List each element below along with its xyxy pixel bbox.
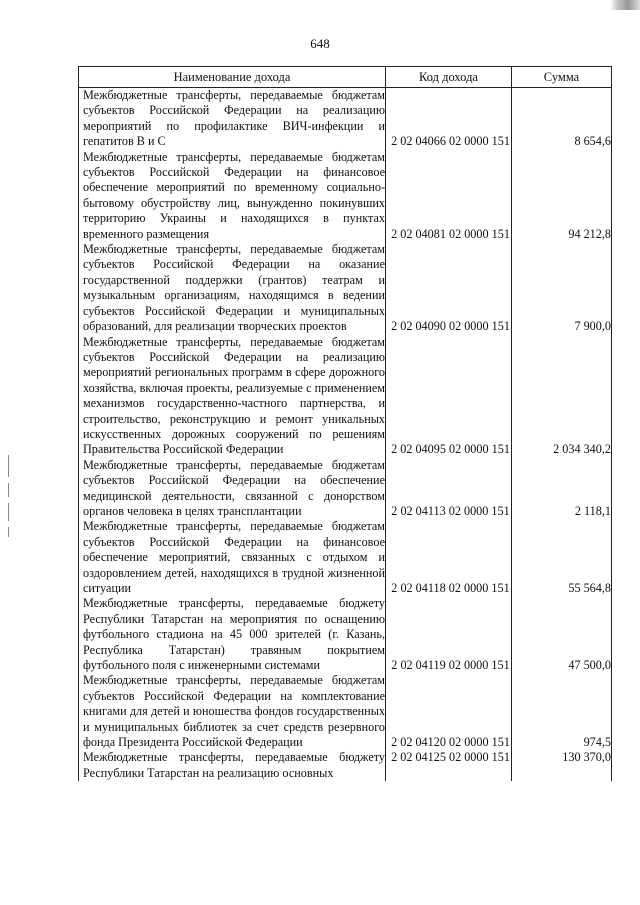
table-row	[79, 150, 612, 242]
income-amount: 130 370,0	[512, 750, 612, 781]
income-code: 2 02 04095 02 0000 151	[386, 335, 512, 458]
income-amount: 8 654,6	[512, 88, 612, 150]
income-amount: 2 034 340,2	[512, 335, 612, 458]
income-code: 2 02 04113 02 0000 151	[386, 458, 512, 520]
header-income-name: Наименование дохода	[79, 67, 386, 88]
income-code: 2 02 04090 02 0000 151	[386, 242, 512, 334]
table-row	[79, 673, 612, 750]
income-amount: 94 212,8	[512, 150, 612, 242]
income-name: Межбюджетные трансферты, передаваемые бюджетам субъектов Российской Федерации на оказание государственной поддержки (грантов) театрам и музыкальным организациям, находящимся в ведении субъектов Российской Федерации и муниципальных образований, для реализации творческих проектов	[79, 242, 386, 334]
table-row	[79, 242, 612, 334]
income-name: Межбюджетные трансферты, передаваемые бюджетам субъектов Российской Федерации на реализацию мероприятий по профилактике ВИЧ-инфекции и гепатитов В и С	[79, 88, 386, 150]
income-amount: 7 900,0	[512, 242, 612, 334]
income-name: Межбюджетные трансферты, передаваемые бюджету Республики Татарстан на реализацию основных	[79, 750, 386, 781]
income-name: Межбюджетные трансферты, передаваемые бюджетам субъектов Российской Федерации на финансовое обеспечение мероприятий по временному социально-бытовому обустройству лиц, вынужденно покинувших территорию Украины и находящихся в пунктах временного размещения	[79, 150, 386, 242]
income-code: 2 02 04081 02 0000 151	[386, 150, 512, 242]
income-code: 2 02 04118 02 0000 151	[386, 519, 512, 596]
income-code: 2 02 04120 02 0000 151	[386, 673, 512, 750]
table-row	[79, 519, 612, 596]
header-amount: Сумма	[512, 67, 612, 88]
income-table	[78, 66, 612, 781]
table-row	[79, 750, 612, 781]
table-row	[79, 88, 612, 150]
table-header-row	[79, 67, 612, 88]
income-amount: 2 118,1	[512, 458, 612, 520]
table-row	[79, 458, 612, 520]
income-code: 2 02 04125 02 0000 151	[386, 750, 512, 781]
income-amount: 974,5	[512, 673, 612, 750]
income-code: 2 02 04119 02 0000 151	[386, 596, 512, 673]
income-amount: 55 564,8	[512, 519, 612, 596]
page-number: 648	[310, 36, 330, 51]
income-name: Межбюджетные трансферты, передаваемые бюджетам субъектов Российской Федерации на финансовое обеспечение мероприятий, связанных с отдыхом и оздоровлением детей, находящихся в трудной жизненной ситуации	[79, 519, 386, 596]
binding-margin-marks	[8, 455, 12, 605]
income-name: Межбюджетные трансферты, передаваемые бюджетам субъектов Российской Федерации на обеспечение медицинской деятельности, связанной с донорством органов человека в целях трансплантации	[79, 458, 386, 520]
income-name: Межбюджетные трансферты, передаваемые бюджету Республики Татарстан на мероприятия по оснащению футбольного стадиона на 45 000 зрителей (г. Казань, Республика Татарстан) травяным покрытием футбольного поля с инженерными системами	[79, 596, 386, 673]
income-name: Межбюджетные трансферты, передаваемые бюджетам субъектов Российской Федерации на реализацию мероприятий региональных программ в сфере дорожного хозяйства, включая проекты, реализуемые с применением механизмов государственно-частного партнерства, и строительство, реконструкцию и ремонт уникальных искусственных дорожных сооружений по решениям Правительства Российской Федерации	[79, 335, 386, 458]
scan-edge-artifact	[610, 0, 640, 10]
income-code: 2 02 04066 02 0000 151	[386, 88, 512, 150]
table-row	[79, 335, 612, 458]
income-amount: 47 500,0	[512, 596, 612, 673]
income-name: Межбюджетные трансферты, передаваемые бюджетам субъектов Российской Федерации на комплектование книгами для детей и юношества фондов государственных и муниципальных библиотек за счет средств резервного фонда Президента Российской Федерации	[79, 673, 386, 750]
header-income-code: Код дохода	[386, 67, 512, 88]
table-row	[79, 596, 612, 673]
